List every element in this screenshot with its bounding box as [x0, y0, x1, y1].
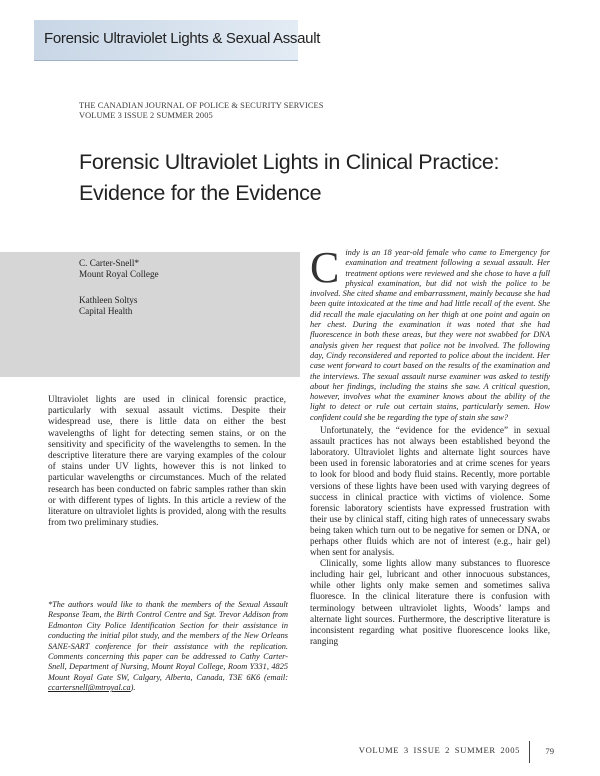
acknowledgement-footnote: [48, 600, 288, 694]
article-title-line-1: Forensic Ultraviolet Lights in Clinical Practice:: [79, 150, 500, 174]
contact-email: ccartersnell@mtroyal.ca: [48, 683, 131, 693]
article-title-line-2: Evidence for the Evidence: [79, 181, 322, 205]
journal-info: [79, 101, 324, 121]
body-paragraph: Clinically, some lights allow many substances to fluoresce including hair gel, lubricant and other innocuous substances, while other lights only make semen and sometimes saliva fluoresce. In the clinical literature there is confusion with terminology between ultraviolet lights, Woods’ lamps and alternate light sources. Furthermore, the descriptive literature is inconsistent regarding what positive fluorescence looks like, ranging: [310, 558, 550, 646]
body-paragraph: Unfortunately, the “evidence for the evidence” in sexual assault practices has not always been established beyond the laboratory. Ultraviolet lights and alternate light sources have been used in forensic laboratories and at crime scenes for years to look for blood and body fluid stains. Recently, more portable versions of these lights have been used with varying degrees of success in clinical practice with victims of violence. Some forensic laboratory scientists have expressed frustration with their use by clinical staff, citing high rates of unnecessary swabs being taken which turn out to be negative for semen or DNA, or perhaps other fluids which are not of interest (e.g., hair gel) when sent for analysis.: [310, 425, 550, 558]
journal-name: THE CANADIAN JOURNAL OF POLICE & SECURITY SERVICES: [79, 101, 324, 110]
author-affiliation: Capital Health: [79, 306, 133, 316]
article-title: [79, 147, 559, 209]
case-text: indy is an 18 year-old female who came to Emergency for examination and treatment following a sexual assault. Her treatment options were reviewed and she chose to have a full physical examination, but did not wish the police to be involved. She cited shame and embarrassment, mainly because she had been quite intoxicated at the time and had little recall of the event. She did recall the male ejaculating on her thigh at one point and again on her chest. During the examination it was noted that she had fluorescence in both these areas, but they were not swabbed for DNA analysis given her request that police not be involved. The following day, Cindy reconsidered and reported to police about the incident. Her case went forward to court based on the results of the examination and the interviews. The sexual assault nurse examiner was asked to testify about her findings, including the stains she saw. A critical question, however, involves what the examiner knows about the ability of the light to detect or rule out certain stains, particularly semen. How confident could she be regarding the type of stain she saw?: [310, 248, 550, 422]
journal-issue: VOLUME 3 ISSUE 2 SUMMER 2005: [79, 111, 213, 120]
body-column: [310, 243, 550, 647]
abstract: Ultraviolet lights are used in clinical forensic practice, particularly with sexual assault victims. Despite their widespread use, there is little data on either the best wavelengths of light for detecting semen stains, or on the sensitivity and specificity of the wavelengths to semen. In the descriptive literature there are varying examples of the colour of stains under UV lights, however this is not linked to particular wavelengths or circumstances. Much of the related research has been conducted on fabric samples rather than skin or with different types of lights. In this article a review of the literature on ultraviolet lights is provided, along with the results from two preliminary studies.: [48, 395, 286, 529]
author-name: Kathleen Soltys: [79, 295, 138, 305]
page-number: 79: [545, 746, 554, 756]
author-affiliation: Mount Royal College: [79, 269, 159, 279]
footnote-end: ).: [130, 683, 136, 693]
page-footer: [266, 741, 566, 763]
running-header-title: Forensic Ultraviolet Lights & Sexual Assault: [44, 30, 321, 47]
case-vignette: [310, 243, 550, 423]
author-list: [79, 258, 159, 317]
footnote-text: *The authors would like to thank the members of the Sexual Assault Response Team, the Birth Control Centre and Sgt. Trevor Addison from Edmonton City Police Identification Section for their assistance in conducting the initial pilot study, and the members of the New Orleans SANE-SART conference for their assistance with the replication. Comments concerning this paper can be addressed to Cathy Carter-Snell, Department of Nursing, Mount Royal College, Room Y331, 4825 Mount Royal Gate SW, Calgary, Alberta, Canada, T3E 6K6 (email:: [48, 600, 288, 682]
author-name: C. Carter-Snell*: [79, 258, 140, 268]
footer-issue-info: VOLUME 3 ISSUE 2 SUMMER 2005: [358, 745, 520, 755]
running-header-banner: [34, 20, 321, 61]
drop-cap: C: [310, 243, 340, 292]
